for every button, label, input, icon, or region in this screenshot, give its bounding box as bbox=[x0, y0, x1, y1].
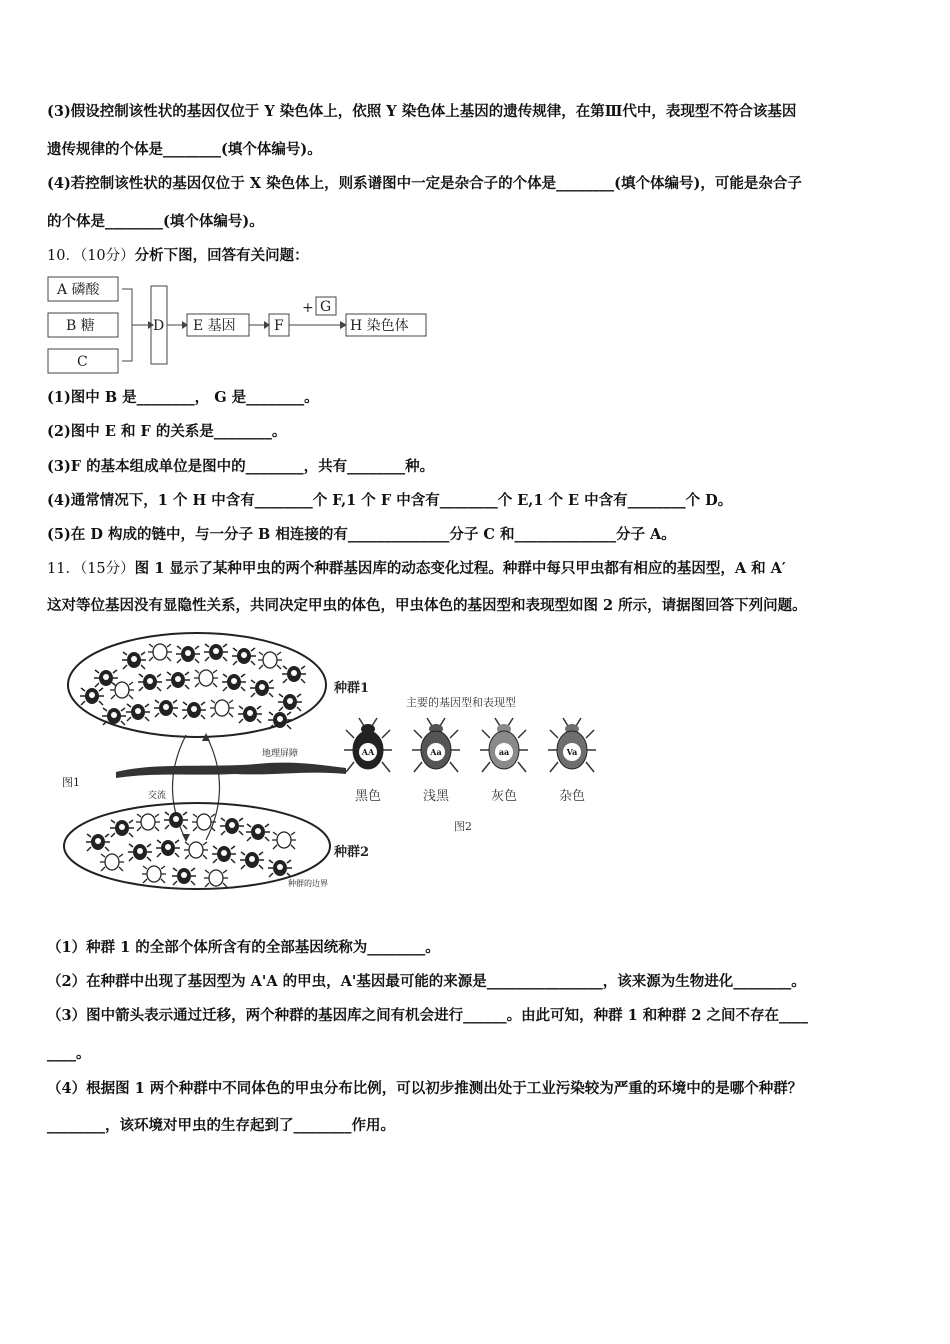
phenotype-label: 灰色 bbox=[490, 789, 518, 804]
beetle-genotype-chart bbox=[344, 718, 596, 804]
q11-part2: （2）在种群中出现了基因型为 A'A 的甲虫，A'基因最可能的来源是________________，该来源为生物进化________。 bbox=[47, 973, 806, 990]
fig2-label: 图2 bbox=[454, 820, 472, 833]
phenotype-label: 浅黑 bbox=[422, 789, 450, 804]
population-2-beetles bbox=[86, 812, 296, 887]
box-g-label: G bbox=[320, 299, 332, 315]
brace bbox=[122, 289, 142, 361]
population-2-label: 种群2 bbox=[334, 845, 370, 860]
exchange-label: 交流 bbox=[148, 791, 167, 801]
box-a-label: A 磷酸 bbox=[57, 282, 100, 298]
q9-part3-line1: (3)假设控制该性状的基因仅位于 Y 染色体上，依照 Y 染色体上基因的遗传规律，在第Ⅲ代中，表现型不符合该基因 bbox=[47, 103, 797, 120]
population-1-label: 种群1 bbox=[334, 681, 370, 696]
q11-part4-line2: ________，该环境对甲虫的生存起到了________作用。 bbox=[47, 1117, 395, 1134]
box-d-label: D bbox=[153, 318, 165, 334]
genotype-label: AA bbox=[361, 747, 375, 757]
box-f-label: F bbox=[274, 318, 284, 334]
beetle-aa bbox=[480, 718, 528, 804]
q10-diagram bbox=[44, 274, 434, 378]
q11-figure bbox=[56, 630, 616, 898]
beetle-aa bbox=[412, 718, 460, 804]
box-b-label: B 糖 bbox=[66, 318, 95, 334]
q9-part4-line2: 的个体是________(填个体编号)。 bbox=[47, 213, 264, 230]
q11-part3-line1: （3）图中箭头表示通过迁移，两个种群的基因库之间有机会进行______。由此可知，种群 1 和种群 2 之间不存在____ bbox=[47, 1007, 808, 1024]
fig2-title: 主要的基因型和表现型 bbox=[406, 696, 516, 709]
q11-number: 11．（15分） bbox=[47, 561, 135, 577]
barrier-label: 地理屏障 bbox=[262, 749, 299, 759]
box-h-label: H 染色体 bbox=[350, 318, 409, 334]
fig1-label: 图1 bbox=[62, 776, 80, 789]
barrier-band bbox=[116, 763, 346, 778]
q11-stem-line2: 这对等位基因没有显隐性关系，共同决定甲虫的体色，甲虫体色的基因型和表现型如图 2 所示，请据图回答下列问题。 bbox=[47, 597, 807, 614]
q10-part1: (1)图中 B 是________， G 是________。 bbox=[47, 389, 319, 406]
genotype-label: Aa bbox=[430, 747, 442, 757]
q10-part5: (5)在 D 构成的链中，与一分子 B 相连接的有______________分子 C 和______________分子 A。 bbox=[47, 526, 676, 543]
q10-part4: (4)通常情况下，1 个 H 中含有________个 F,1 个 F 中含有________个 E,1 个 E 中含有________个 D。 bbox=[47, 492, 733, 509]
q10-number: 10．（10分） bbox=[47, 248, 135, 264]
population-1-beetles bbox=[80, 644, 306, 729]
genotype-label: Va bbox=[566, 747, 578, 757]
box-c-label: C bbox=[77, 354, 88, 370]
q10-part2: (2)图中 E 和 F 的关系是________。 bbox=[47, 423, 287, 440]
boundary-label: 种群的边界 bbox=[288, 879, 328, 888]
q9-part3-line2: 遗传规律的个体是________(填个体编号)。 bbox=[47, 141, 322, 158]
q10-header bbox=[47, 246, 309, 266]
beetle-va bbox=[548, 718, 596, 804]
phenotype-label: 杂色 bbox=[558, 789, 586, 804]
q11-part4-line1: （4）根据图 1 两个种群中不同体色的甲虫分布比例，可以初步推测出处于工业污染较为严重的环境中的是哪个种群？ bbox=[47, 1080, 803, 1097]
q11-stem-line1: 图 1 显示了某种甲虫的两个种群基因库的动态变化过程。种群中每只甲虫都有相应的基因型，A 和 A′ bbox=[134, 560, 786, 577]
q9-part4-line1: (4)若控制该性状的基因仅位于 X 染色体上，则系谱图中一定是杂合子的个体是________(填个体编号)，可能是杂合子 bbox=[47, 175, 802, 192]
box-e-label: E 基因 bbox=[193, 318, 236, 334]
q10-part3: (3)F 的基本组成单位是图中的________，共有________种。 bbox=[47, 458, 435, 475]
q11-header bbox=[47, 559, 786, 579]
q11-part3-line2: ____。 bbox=[47, 1045, 91, 1062]
q11-part1: （1）种群 1 的全部个体所含有的全部基因统称为________。 bbox=[47, 939, 440, 956]
phenotype-label: 黑色 bbox=[354, 789, 382, 804]
q10-stem: 分析下图，回答有关问题： bbox=[134, 247, 309, 264]
genotype-label: aa bbox=[498, 747, 510, 757]
plus-sign: + bbox=[302, 300, 314, 316]
beetle-aa bbox=[344, 718, 392, 804]
